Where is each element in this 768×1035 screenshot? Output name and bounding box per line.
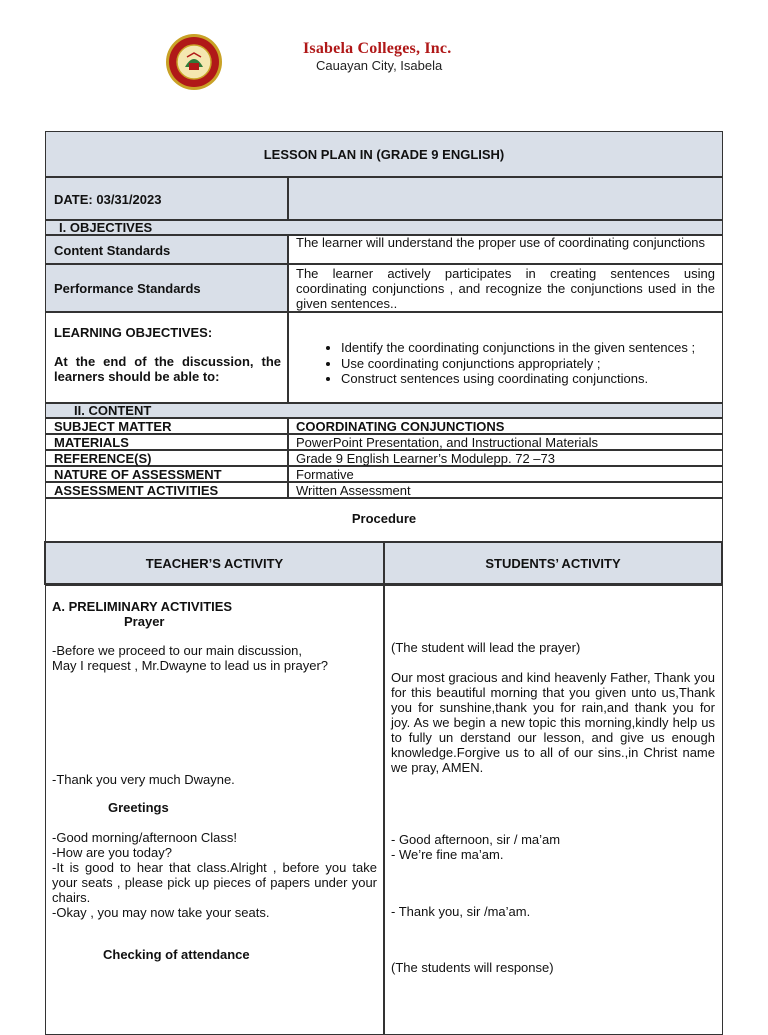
performance-standards-value-cell — [288, 264, 723, 312]
content-row-value-cell — [288, 434, 723, 450]
title-row — [45, 131, 723, 177]
prayer-heading: Prayer — [124, 614, 165, 629]
nature-of-assessment-label: NATURE OF ASSESSMENT — [54, 467, 222, 482]
learning-objective-item: • Identify the coordinating conjunctions in the given sentences ; — [341, 340, 715, 356]
nature-of-assessment-value: Formative — [296, 467, 354, 482]
content-row-label-cell — [45, 418, 288, 434]
subject-matter-value: COORDINATING CONJUNCTIONS — [296, 419, 505, 434]
objectives-heading-row — [45, 220, 723, 235]
content-standards-label: Content Standards — [54, 243, 171, 258]
attendance-heading: Checking of attendance — [103, 947, 250, 962]
content-row-label-cell — [45, 482, 288, 498]
school-seal-logo — [165, 33, 223, 91]
learning-objectives-label-cell — [45, 312, 288, 403]
procedure-heading: Procedure — [351, 511, 417, 526]
lesson-title: LESSON PLAN IN (GRADE 9 ENGLISH) — [263, 147, 505, 162]
learning-objectives-list-cell — [288, 312, 723, 403]
subject-matter-label: SUBJECT MATTER — [54, 419, 172, 434]
materials-label: MATERIALS — [54, 435, 129, 450]
content-row-value-cell — [288, 450, 723, 466]
content-standards-text: The learner will understand the proper use of coordinating conjunctions — [296, 235, 706, 250]
preliminary-activities-heading: A. PRELIMINARY ACTIVITIES — [52, 599, 233, 614]
student-prayer-text: Our most gracious and kind heavenly Father, Thank you for this beautiful morning that you given unto us,Thank you for sunshine,thank you for rain,and thank you for joy. As we begin a new topic this morning,kindly help us to fully un derstand our lesson, and give us enough knowledge.Forgive us to all of our sins.,in Christ name we pray, AMEN. — [391, 670, 715, 775]
performance-standards-label-cell — [45, 264, 288, 312]
learning-objectives-intro: At the end of the discussion, the learners should be able to: — [54, 354, 281, 384]
learning-objective-item: • Construct sentences using coordinating conjunctions. — [341, 371, 715, 387]
learning-objective-item: • Use coordinating conjunctions appropriately ; — [341, 356, 715, 372]
assessment-activities-label: ASSESSMENT ACTIVITIES — [54, 483, 219, 498]
greetings-heading: Greetings — [108, 800, 169, 815]
procedure-row — [45, 498, 723, 544]
school-name: Isabela Colleges, Inc. — [303, 40, 452, 57]
references-value: Grade 9 English Learner’s Modulepp. 72 –73 — [296, 451, 555, 466]
content-row-label-cell — [45, 434, 288, 450]
teacher-activity-header-cell — [44, 541, 385, 585]
content-heading-row — [45, 403, 723, 418]
document-header — [0, 0, 768, 120]
assessment-activities-value: Written Assessment — [296, 483, 411, 498]
content-row-value-cell — [288, 482, 723, 498]
date-cell — [45, 177, 288, 220]
teacher-greeting-line: -Good morning/afternoon Class! — [52, 830, 237, 845]
content-row-label-cell — [45, 450, 288, 466]
content-standards-value-cell — [288, 235, 723, 264]
student-response: (The students will response) — [391, 960, 554, 975]
content-row-value-cell — [288, 418, 723, 434]
teacher-prayer-line: -Before we proceed to our main discussion, — [52, 643, 303, 658]
school-address: Cauayan City, Isabela — [316, 58, 443, 73]
performance-standards-text: The learner actively participates in creating sentences using coordinating conjunctions , and recognize the conjunctions used in the given sentences.. — [296, 266, 715, 311]
student-thanks: - Thank you, sir /ma’am. — [391, 904, 531, 919]
students-activity-header-cell — [383, 541, 723, 585]
teacher-take-seats: -Okay , you may now take your seats. — [52, 905, 270, 920]
teacher-greeting-line: -How are you today? — [52, 845, 172, 860]
teacher-thanks: -Thank you very much Dwayne. — [52, 772, 235, 787]
materials-value: PowerPoint Presentation, and Instructional Materials — [296, 435, 599, 450]
performance-standards-label: Performance Standards — [54, 281, 201, 296]
content-standards-label-cell — [45, 235, 288, 264]
student-greeting-line: - Good afternoon, sir / ma’am — [391, 832, 561, 847]
references-label: REFERENCE(S) — [54, 451, 152, 466]
student-lead-prayer: (The student will lead the prayer) — [391, 640, 581, 655]
learning-objectives-list — [289, 340, 715, 387]
learning-objectives-label: LEARNING OBJECTIVES: — [54, 325, 213, 340]
teacher-prayer-line: May I request , Mr.Dwayne to lead us in prayer? — [52, 658, 329, 673]
date-blank-cell — [288, 177, 723, 220]
content-heading: II. CONTENT — [74, 403, 152, 418]
teacher-activity-header: TEACHER’S ACTIVITY — [145, 556, 284, 571]
lesson-date: DATE: 03/31/2023 — [54, 192, 162, 207]
objectives-heading: I. OBJECTIVES — [59, 220, 153, 235]
content-row-label-cell — [45, 466, 288, 482]
student-greeting-line: - We’re fine ma’am. — [391, 847, 504, 862]
teacher-greeting-paragraph: -It is good to hear that class.Alright , before you take your seats , please pick up pieces of papers under your chairs. — [52, 860, 377, 905]
content-row-value-cell — [288, 466, 723, 482]
students-activity-header: STUDENTS’ ACTIVITY — [485, 556, 621, 571]
